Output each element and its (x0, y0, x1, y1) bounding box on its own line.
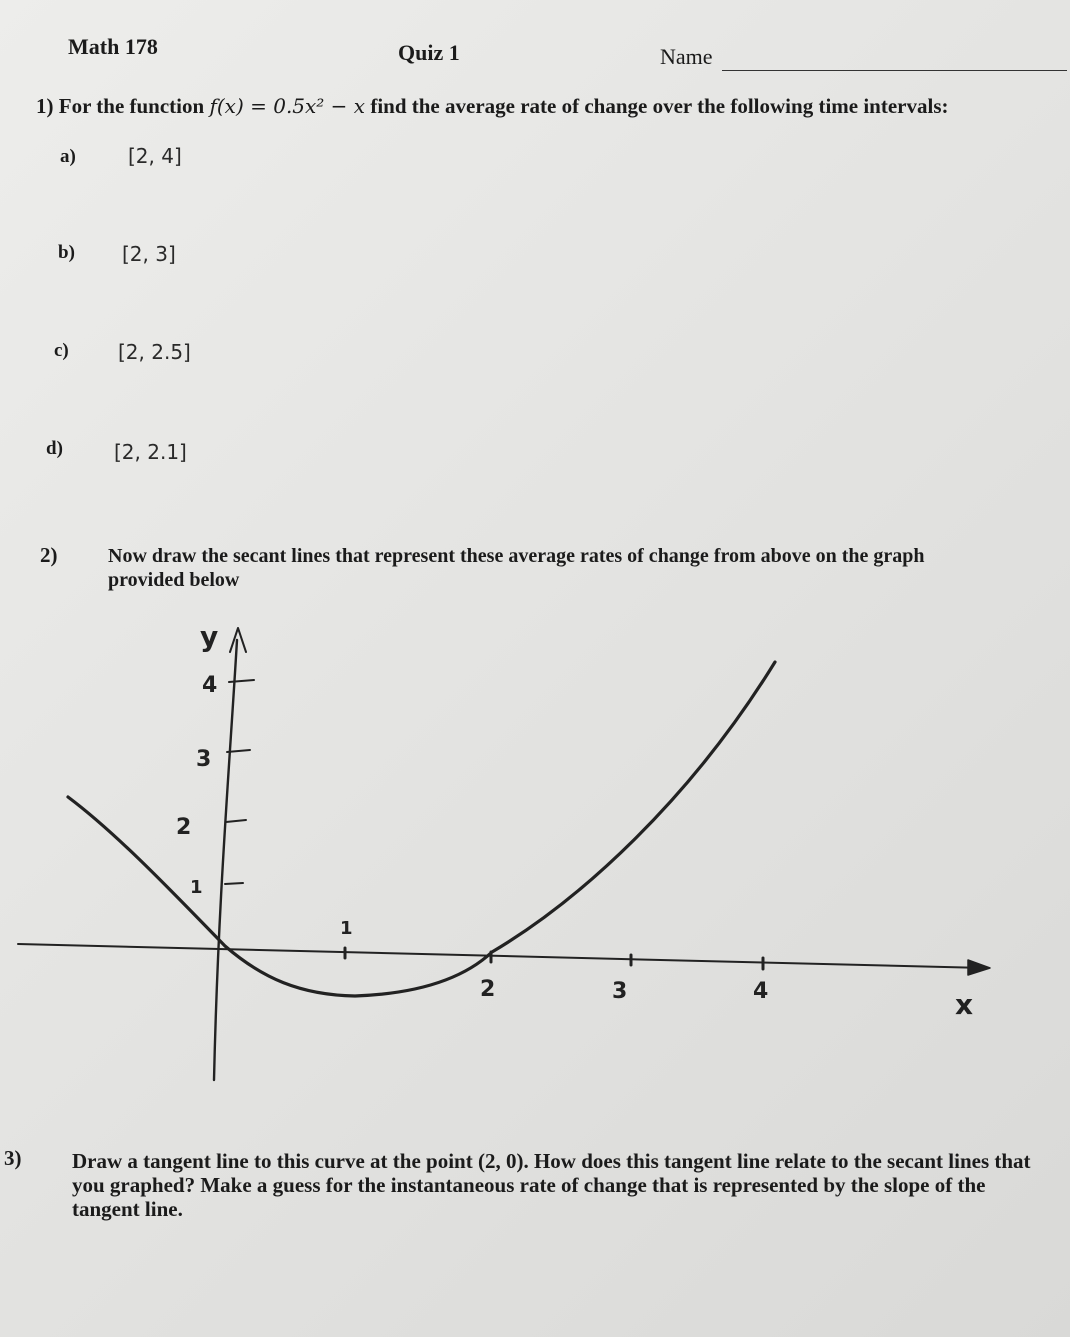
y-axis (214, 640, 237, 1080)
y-tick-2 (226, 820, 246, 822)
y-tick-1 (225, 883, 243, 884)
part-d-interval: [2, 2.1] (114, 440, 187, 464)
x-tick-label-3: 3 (612, 979, 628, 1004)
question-1-suffix: find the average rate of change over the following time intervals: (370, 94, 949, 118)
part-d-label: d) (46, 438, 63, 459)
y-tick-label-3: 3 (196, 747, 212, 772)
question-1-function: f(x) = 0.5x² − x (209, 94, 366, 118)
question-2-text: Now draw the secant lines that represent these average rates of change from above on the graph provided below (108, 545, 925, 591)
x-tick-label-2: 2 (480, 977, 496, 1002)
y-tick-4 (229, 680, 254, 682)
y-tick-label-2: 2 (176, 815, 192, 840)
part-c-interval: [2, 2.5] (118, 340, 191, 364)
quiz-title: Quiz 1 (398, 40, 460, 65)
y-tick-label-1: 1 (190, 877, 203, 898)
part-b-label: b) (58, 242, 75, 263)
question-3-number: 3) (4, 1146, 22, 1170)
function-graph (0, 600, 1070, 1100)
y-axis-label: y (200, 620, 219, 653)
part-a-interval: [2, 4] (128, 144, 182, 168)
question-1 (36, 94, 948, 119)
question-3-text: Draw a tangent line to this curve at the point (2, 0). How does this tangent line relate to the secant lines that you graphed? Make a guess for the instantaneous rate of change that is represented by the slope of the tangent line. (72, 1149, 1031, 1221)
x-tick-label-4: 4 (753, 979, 769, 1004)
question-2-number: 2) (40, 543, 58, 567)
name-label: Name (660, 44, 713, 69)
question-1-number: 1) (36, 94, 54, 118)
x-tick-label-1: 1 (340, 918, 353, 939)
name-blank-line[interactable] (722, 70, 1067, 71)
part-a-label: a) (60, 146, 76, 167)
part-b-interval: [2, 3] (122, 242, 176, 266)
x-axis-arrow (968, 960, 990, 975)
course-title: Math 178 (68, 34, 158, 59)
y-tick-label-4: 4 (202, 673, 218, 698)
question-1-prefix: For the function (58, 94, 205, 118)
x-axis-label: x (955, 988, 974, 1021)
part-c-label: c) (54, 340, 69, 361)
function-curve (68, 662, 775, 996)
